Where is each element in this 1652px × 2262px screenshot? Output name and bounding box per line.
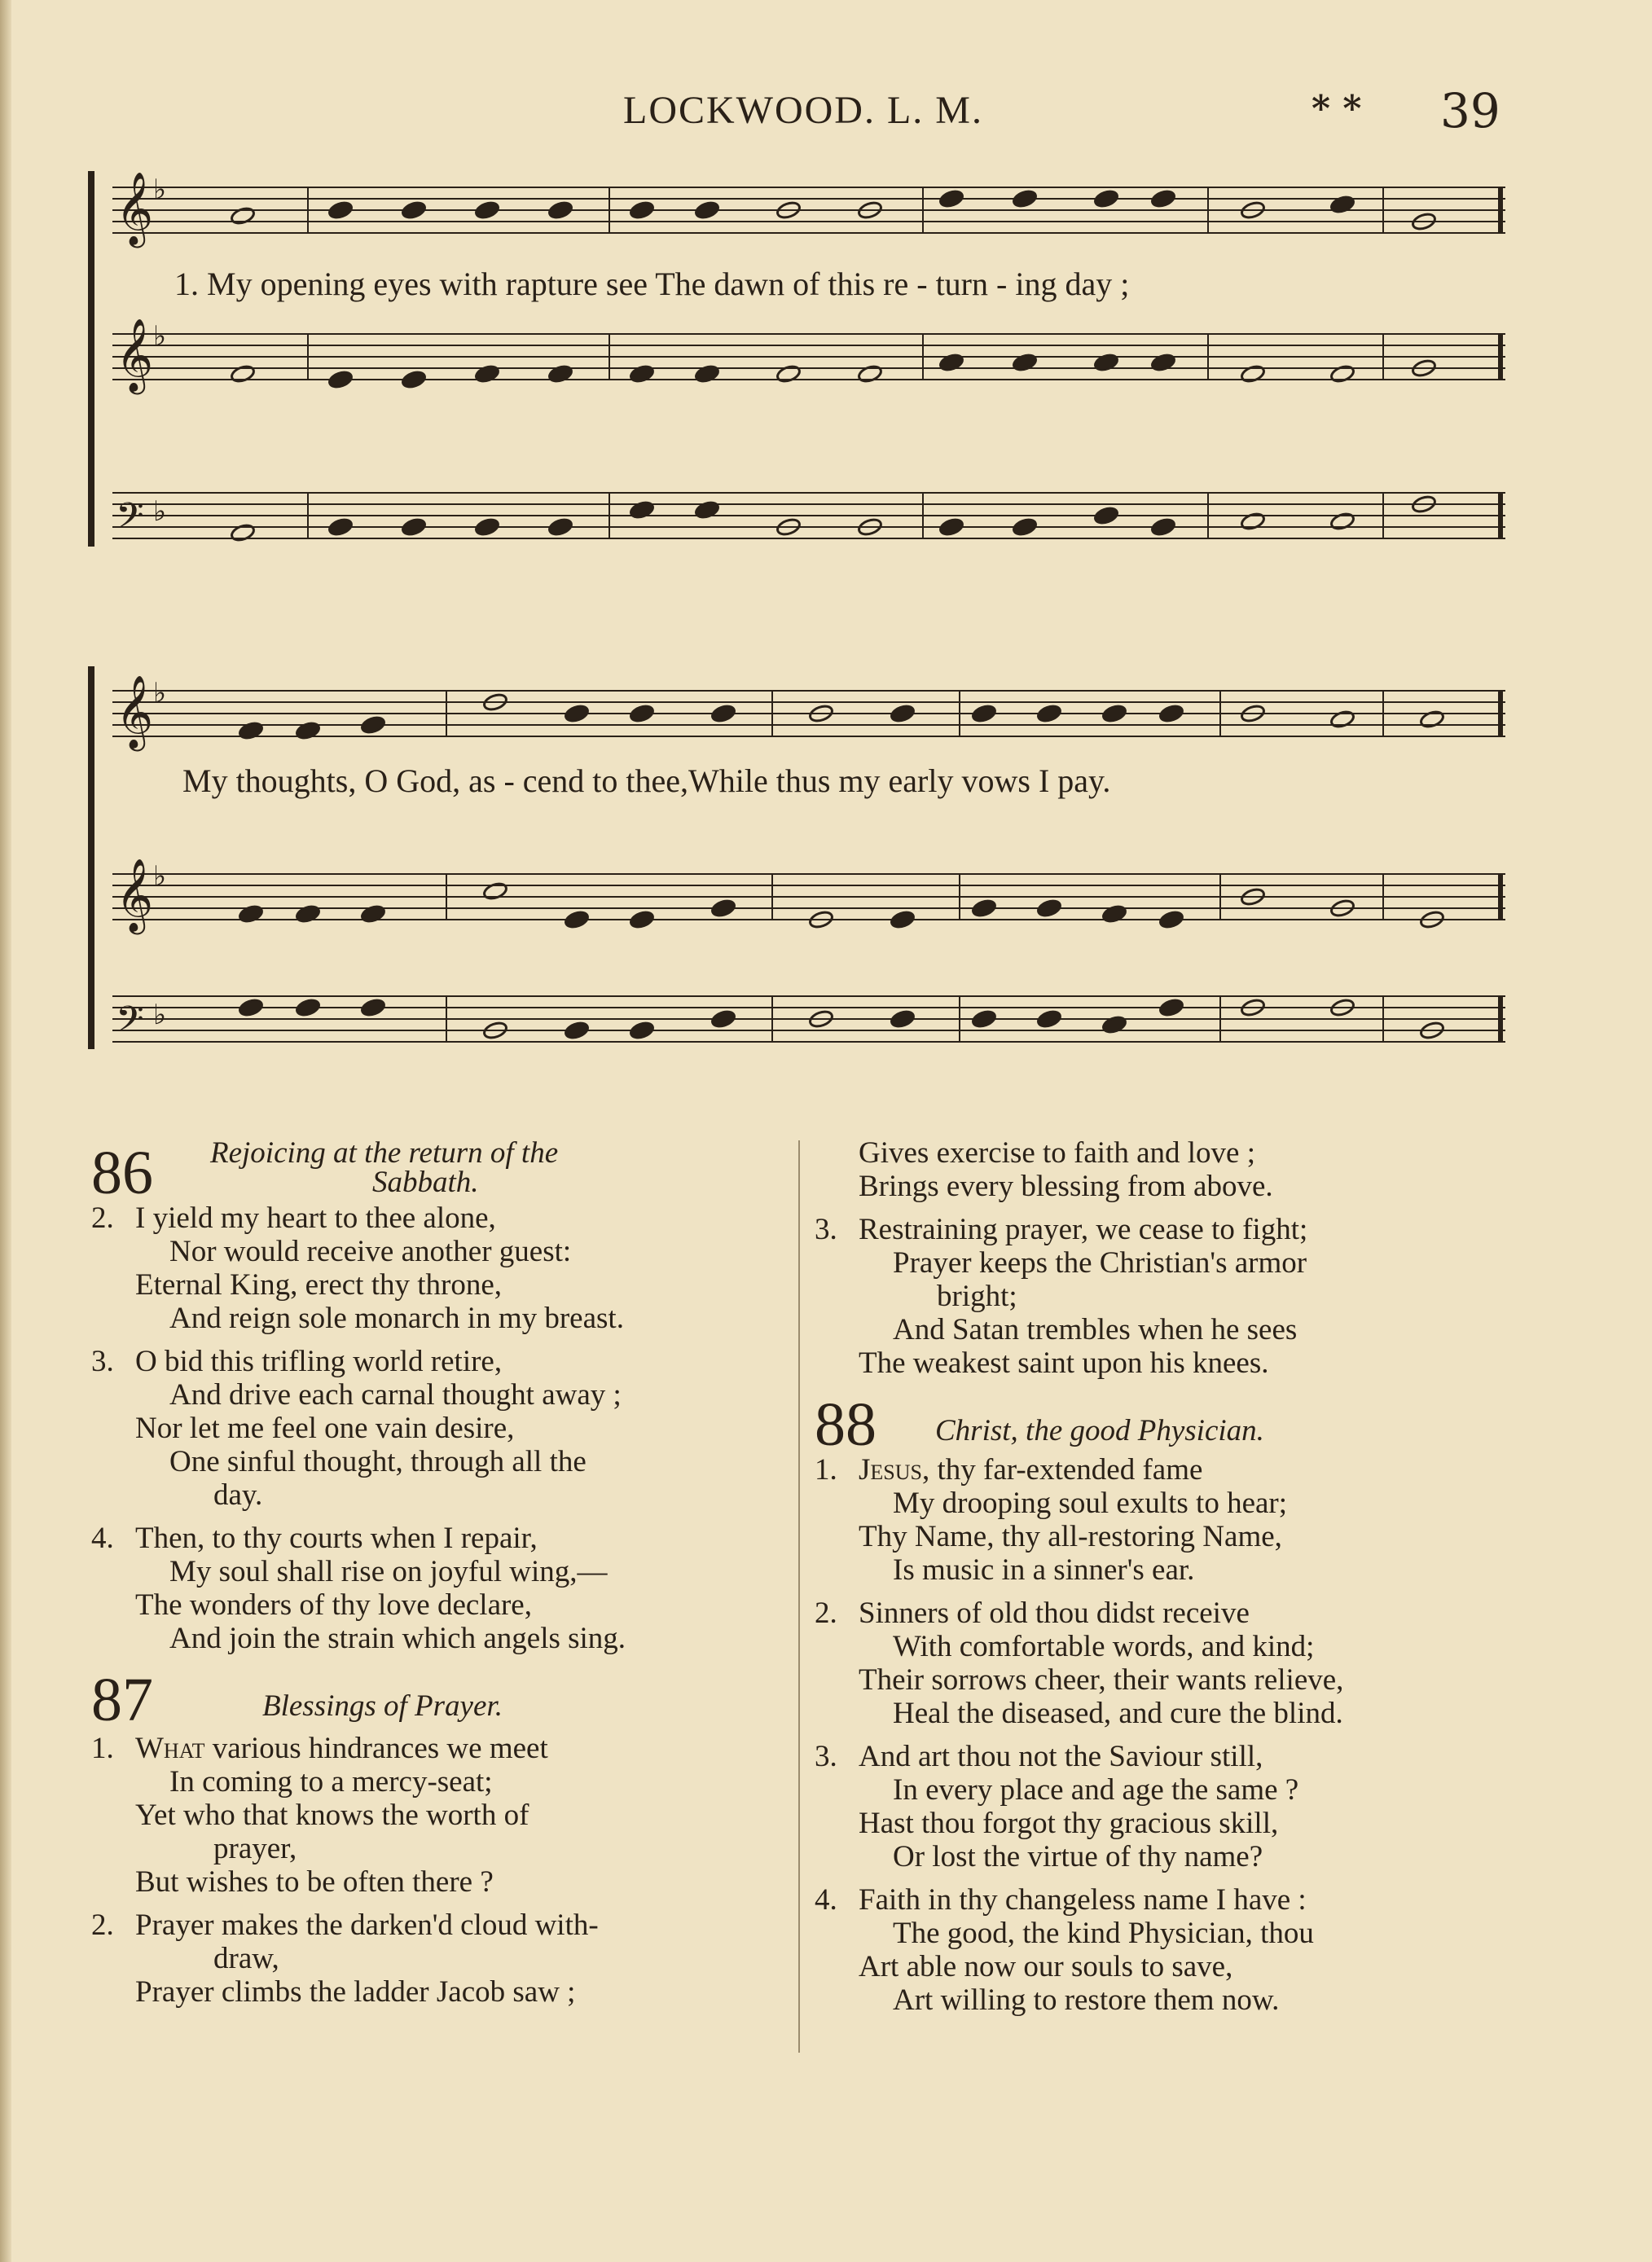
- verse-text: Restraining prayer, we cease to fight;: [859, 1213, 1308, 1246]
- note-head: [238, 998, 264, 1018]
- tune-title: LOCKWOOD. L. M.: [623, 89, 983, 132]
- note-head: [482, 881, 508, 902]
- verse-line: Brings every blessing from above.: [859, 1170, 1273, 1203]
- verse-line: [91, 1942, 792, 1975]
- verse-line: [815, 1883, 1515, 1917]
- verse-text: O bid this trifling world retire,: [135, 1345, 503, 1378]
- note-head: [327, 370, 354, 390]
- verse-line: [815, 1553, 1515, 1587]
- verse-line: [91, 1522, 792, 1555]
- verse-line: [815, 1346, 1515, 1380]
- verse-number: 4.: [91, 1522, 114, 1555]
- verse-text: , thy far-extended fame: [921, 1453, 1203, 1487]
- hymn-number: 88: [815, 1390, 877, 1459]
- flat-icon: ♭: [153, 320, 167, 353]
- verse-line: [815, 1697, 1515, 1730]
- page-header: [0, 83, 1652, 145]
- verse-number: 3.: [815, 1213, 837, 1246]
- note-head: [360, 904, 386, 925]
- hymn-86: [91, 1136, 792, 1655]
- bass-clef-icon: 𝄢: [116, 494, 144, 546]
- flat-icon: ♭: [153, 677, 167, 709]
- note-head: [1150, 189, 1176, 209]
- verse-line: [91, 1268, 792, 1302]
- flat-icon: ♭: [153, 999, 167, 1031]
- note-head: [971, 898, 997, 919]
- note-head: [1329, 364, 1355, 384]
- note-head: [474, 364, 500, 384]
- note-head: [890, 704, 916, 724]
- hymn-number: 86: [91, 1139, 153, 1207]
- verse-text: Faith in thy changeless name I have :: [859, 1883, 1307, 1917]
- hymn-87-verses: [91, 1732, 792, 2009]
- hymn-87: [91, 1666, 792, 2009]
- note-head: [629, 910, 655, 930]
- verse: [815, 1740, 1515, 1873]
- verse-number: 1.: [815, 1453, 837, 1487]
- verse-text: One sinful thought, through all the: [169, 1445, 587, 1478]
- note-head: [629, 364, 655, 384]
- note-head: [547, 200, 573, 221]
- verse-text: The weakest saint upon his knees.: [859, 1346, 1269, 1380]
- verse-text: Or lost the virtue of thy name?: [893, 1840, 1263, 1873]
- note-head: [1150, 517, 1176, 538]
- verse-line: [91, 1302, 792, 1335]
- note-head: [230, 364, 256, 384]
- column-divider: [798, 1140, 800, 2053]
- note-head: [1329, 709, 1355, 730]
- note-head: [564, 704, 590, 724]
- verse-text: And art thou not the Saviour still,: [859, 1740, 1263, 1773]
- note-head: [1158, 910, 1184, 930]
- note-head: [238, 904, 264, 925]
- note-head: [710, 898, 736, 919]
- left-column: [91, 1136, 792, 2018]
- verse-line: [91, 1975, 792, 2009]
- note-head: [938, 189, 964, 209]
- note-head: [564, 1021, 590, 1041]
- note-head: [401, 370, 427, 390]
- note-head: [1329, 195, 1355, 215]
- verse-text: In coming to a mercy-seat;: [169, 1765, 493, 1799]
- note-head: [230, 523, 256, 543]
- note-head: [1240, 364, 1266, 384]
- music-system-1: [88, 171, 1509, 562]
- verse-line: [91, 1908, 792, 1942]
- note-head: [327, 200, 354, 221]
- verse-text: Nor let me feel one vain desire,: [135, 1412, 515, 1445]
- verse-first-word: What: [135, 1732, 205, 1765]
- music-system-2: [88, 658, 1509, 1049]
- verse: [91, 1201, 792, 1335]
- note-head: [775, 364, 802, 384]
- verse-line: [91, 1765, 792, 1799]
- verse-text: Nor would receive another guest:: [169, 1235, 572, 1268]
- note-head: [1419, 709, 1445, 730]
- verse-text: Is music in a sinner's ear.: [893, 1553, 1195, 1587]
- verse-number: 2.: [91, 1908, 114, 1942]
- verse-text: various hindrances we meet: [204, 1732, 548, 1765]
- hymn-87-verse-3: [815, 1213, 1515, 1380]
- note-head: [230, 206, 256, 226]
- verse-text: Then, to thy courts when I repair,: [135, 1522, 538, 1555]
- verse: [91, 1345, 792, 1512]
- verse-line: [815, 1246, 1515, 1280]
- hymn-title-cont: Sabbath.: [372, 1166, 479, 1199]
- note-head: [857, 364, 883, 384]
- note-head: [360, 715, 386, 736]
- note-head: [1093, 353, 1119, 373]
- right-column: [815, 1136, 1515, 2027]
- note-head: [360, 998, 386, 1018]
- note-head: [401, 200, 427, 221]
- verse-text: Prayer climbs the ladder Jacob saw ;: [135, 1975, 576, 2009]
- verse-line: [91, 1832, 792, 1865]
- note-head: [1093, 506, 1119, 526]
- verse-text: draw,: [213, 1942, 279, 1975]
- verse: [91, 1732, 792, 1899]
- verse-text: But wishes to be often there ?: [135, 1865, 494, 1899]
- verse-line: [91, 1555, 792, 1588]
- verse-line: [815, 1773, 1515, 1807]
- system-brace: [88, 171, 94, 547]
- verse-text: Their sorrows cheer, their wants relieve,: [859, 1663, 1344, 1697]
- verse-line: [815, 1280, 1515, 1313]
- verse-line: [91, 1622, 792, 1655]
- verse-line: [91, 1588, 792, 1622]
- note-head: [629, 704, 655, 724]
- hymn-87-continuation: [815, 1136, 1515, 1203]
- header-marks: * *: [1311, 88, 1362, 130]
- score-system-1: [88, 171, 1509, 562]
- note-head: [564, 910, 590, 930]
- verse-text: And join the strain which angels sing.: [169, 1622, 626, 1655]
- staff-3: [112, 996, 1505, 1049]
- note-head: [295, 998, 321, 1018]
- note-head: [1240, 512, 1266, 532]
- note-head: [474, 517, 500, 538]
- note-head: [1012, 517, 1038, 538]
- verse-line: [91, 1865, 792, 1899]
- verse-text: With comfortable words, and kind;: [893, 1630, 1315, 1663]
- verse-number: 3.: [815, 1740, 837, 1773]
- verse-line: [815, 1597, 1515, 1630]
- note-head: [1101, 904, 1127, 925]
- verse: [815, 1597, 1515, 1730]
- treble-clef-icon: 𝄞: [116, 318, 154, 392]
- verse-line: [815, 1663, 1515, 1697]
- verse-number: 1.: [91, 1732, 114, 1765]
- verse-line: [815, 1917, 1515, 1950]
- verse-text: The good, the kind Physician, thou: [893, 1917, 1314, 1950]
- page-edge: [0, 0, 11, 2262]
- staff-2: [112, 859, 1505, 935]
- verse-text: Art able now our souls to save,: [859, 1950, 1233, 1983]
- verse-line: [815, 1740, 1515, 1773]
- note-head: [971, 704, 997, 724]
- note-head: [474, 200, 500, 221]
- page-number: 39: [1440, 83, 1500, 138]
- verse-line: [91, 1799, 792, 1832]
- hymn-88-verses: [815, 1453, 1515, 2017]
- verse-line: [815, 1520, 1515, 1553]
- note-head: [1158, 998, 1184, 1018]
- note-head: [547, 364, 573, 384]
- verse-number: 4.: [815, 1883, 837, 1917]
- verse-text: Art willing to restore them now.: [893, 1983, 1280, 2017]
- verse-line: [91, 1235, 792, 1268]
- verse-text: My soul shall rise on joyful wing,—: [169, 1555, 608, 1588]
- verse-line: [91, 1412, 792, 1445]
- note-head: [694, 500, 720, 520]
- note-head: [295, 904, 321, 925]
- treble-clef-icon: 𝄞: [116, 675, 154, 749]
- note-head: [694, 364, 720, 384]
- note-head: [1036, 704, 1062, 724]
- verse: [815, 1883, 1515, 2017]
- verse-line: Gives exercise to faith and love ;: [859, 1136, 1255, 1170]
- note-head: [547, 517, 573, 538]
- verse-line: [91, 1201, 792, 1235]
- note-head: [890, 910, 916, 930]
- verse-text: prayer,: [213, 1832, 297, 1865]
- note-head: [1101, 704, 1127, 724]
- verse-line: [815, 1630, 1515, 1663]
- verse-text: And Satan trembles when he sees: [893, 1313, 1298, 1346]
- note-head: [327, 517, 354, 538]
- verse-text: bright;: [937, 1280, 1017, 1313]
- verse-line: [91, 1478, 792, 1512]
- treble-clef-icon: 𝄞: [116, 172, 154, 245]
- verse-line: [815, 1213, 1515, 1246]
- flat-icon: ♭: [153, 173, 167, 206]
- verse-line: [815, 1313, 1515, 1346]
- note-head: [971, 1009, 997, 1030]
- verse-line: [815, 1840, 1515, 1873]
- note-head: [710, 704, 736, 724]
- note-head: [238, 721, 264, 741]
- note-head: [1150, 353, 1176, 373]
- verse-text: The wonders of thy love declare,: [135, 1588, 532, 1622]
- note-head: [1012, 353, 1038, 373]
- verse-text: And reign sole monarch in my breast.: [169, 1302, 624, 1335]
- verse-text: In every place and age the same ?: [893, 1773, 1299, 1807]
- verse-text: Yet who that knows the worth of: [135, 1799, 529, 1832]
- verse-text: I yield my heart to thee alone,: [135, 1201, 496, 1235]
- verse-line: [815, 1983, 1515, 2017]
- verse: [815, 1213, 1515, 1380]
- verse-text: Heal the diseased, and cure the blind.: [893, 1697, 1343, 1730]
- system-brace: [88, 666, 94, 1049]
- note-head: [890, 1009, 916, 1030]
- note-head: [710, 1009, 736, 1030]
- hymn-title: Rejoicing at the return of the: [210, 1136, 559, 1170]
- note-head: [629, 500, 655, 520]
- verse-first-word: Jesus: [859, 1453, 922, 1487]
- flat-icon: ♭: [153, 860, 167, 893]
- flat-icon: ♭: [153, 495, 167, 528]
- verse-text: day.: [213, 1478, 263, 1512]
- verse-line: [91, 1445, 792, 1478]
- verse-line: [91, 1732, 792, 1765]
- note-head: [1158, 704, 1184, 724]
- note-head: [938, 517, 964, 538]
- verse-text: And drive each carnal thought away ;: [169, 1378, 622, 1412]
- hymn-88: [815, 1390, 1515, 2017]
- verse-line: [815, 1453, 1515, 1487]
- hymn-86-verses: [91, 1201, 792, 1655]
- staff-2: [112, 318, 1505, 395]
- verse-line: [815, 1950, 1515, 1983]
- note-head: [1012, 189, 1038, 209]
- note-head: [401, 517, 427, 538]
- staff-1: [112, 172, 1505, 248]
- verse-text: Eternal King, erect thy throne,: [135, 1268, 502, 1302]
- verse-line: [91, 1378, 792, 1412]
- treble-clef-icon: 𝄞: [116, 859, 154, 932]
- verse-text: Prayer keeps the Christian's armor: [893, 1246, 1307, 1280]
- hymn-number: 87: [91, 1666, 153, 1734]
- note-head: [1036, 1009, 1062, 1030]
- note-head: [938, 353, 964, 373]
- verse: [91, 1908, 792, 2009]
- hymn-title: Blessings of Prayer.: [262, 1689, 503, 1723]
- note-head: [295, 721, 321, 741]
- verse-number: 2.: [815, 1597, 837, 1630]
- verse: [815, 1453, 1515, 1587]
- verse-line: [91, 1345, 792, 1378]
- verse-text: Hast thou forgot thy gracious skill,: [859, 1807, 1279, 1840]
- verse-number: 3.: [91, 1345, 114, 1378]
- note-head: [1329, 512, 1355, 532]
- verse-text: Thy Name, thy all-restoring Name,: [859, 1520, 1282, 1553]
- note-head: [1036, 898, 1062, 919]
- verse-text: Prayer makes the darken'd cloud with-: [135, 1908, 599, 1942]
- note-head: [629, 1021, 655, 1041]
- verse-text: My drooping soul exults to hear;: [893, 1487, 1288, 1520]
- note-head: [629, 200, 655, 221]
- staff-3: [112, 493, 1505, 546]
- score-system-2: [88, 658, 1509, 1049]
- note-head: [1093, 189, 1119, 209]
- staff-1: [112, 675, 1505, 752]
- verse-text: Sinners of old thou didst receive: [859, 1597, 1250, 1630]
- verse-line: [815, 1487, 1515, 1520]
- verse-number: 2.: [91, 1201, 114, 1235]
- verse-line: [815, 1807, 1515, 1840]
- note-head: [694, 200, 720, 221]
- hymn-title: Christ, the good Physician.: [935, 1414, 1264, 1447]
- note-head: [1101, 1015, 1127, 1035]
- bass-clef-icon: 𝄢: [116, 998, 144, 1049]
- lyric-line-2: My thoughts, O God, as - cend to thee,While thus my early vows I pay.: [182, 762, 1111, 799]
- verse: [91, 1522, 792, 1655]
- lyric-line-1: 1. My opening eyes with rapture see The dawn of this re - turn - ing day ;: [174, 266, 1130, 302]
